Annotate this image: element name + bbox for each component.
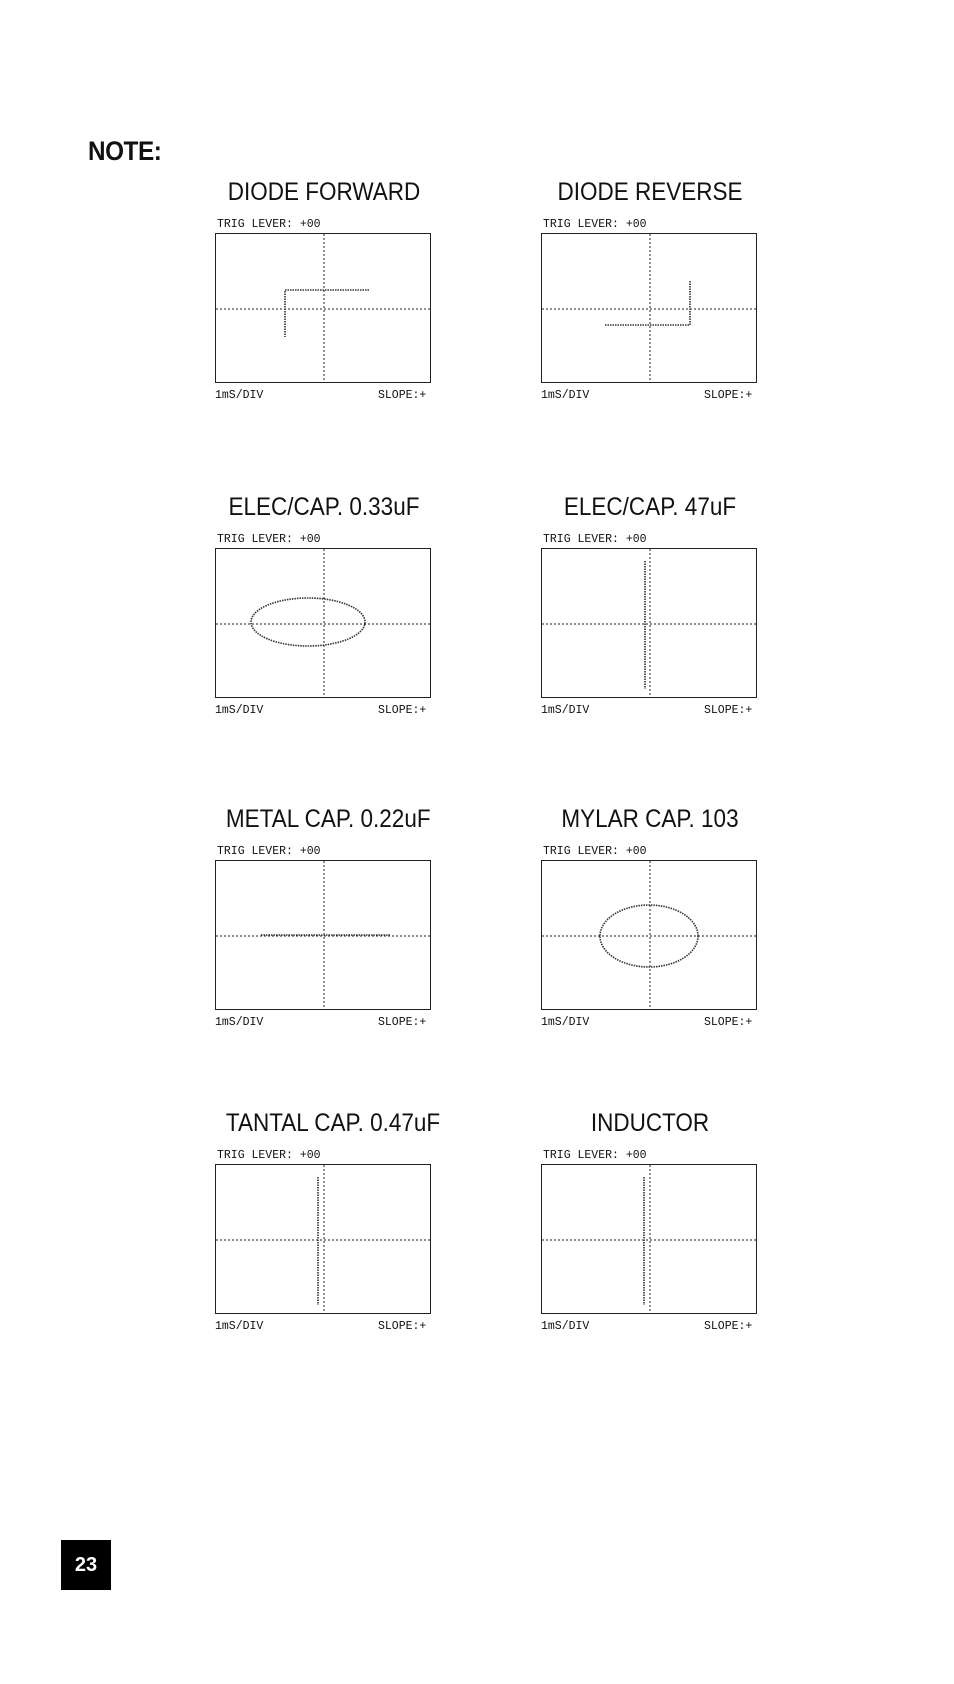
scope-graph [216,234,431,383]
scope-graph [542,234,757,383]
scope-screen [215,548,431,698]
note-heading: NOTE: [88,136,162,166]
slope-label: SLOPE:+ [378,1320,427,1333]
scope-screen [541,860,757,1010]
scope-screen [215,860,431,1010]
trig-level-label: TRIG LEVER: +00 [543,218,647,231]
trig-level-label: TRIG LEVER: +00 [543,533,647,546]
timebase-label: 1mS/DIV [215,1016,264,1029]
trig-level-label: TRIG LEVER: +00 [543,1149,647,1162]
scope-panel-elec-cap-033uf [215,493,445,717]
scope-panel-tantal-cap-047uf [215,1109,445,1333]
trig-level-label: TRIG LEVER: +00 [217,218,321,231]
scope-panel-metal-cap-022uf [215,805,445,1029]
page-number-badge: 23 [61,1540,111,1590]
panel-title: TANTAL CAP. 0.47uF [225,1109,441,1137]
panel-title: DIODE REVERSE [557,178,743,206]
scope-graph [542,1165,757,1314]
panel-title: DIODE FORWARD [227,178,421,206]
panel-title: ELEC/CAP. 47uF [563,493,737,521]
scope-panel-elec-cap-47uf [541,493,771,717]
scope-graph [542,549,757,698]
scope-panel-inductor [541,1109,771,1333]
trig-level-label: TRIG LEVER: +00 [217,533,321,546]
trig-level-label: TRIG LEVER: +00 [217,1149,321,1162]
scope-graph [216,549,431,698]
slope-label: SLOPE:+ [378,704,427,717]
timebase-label: 1mS/DIV [215,389,264,402]
scope-screen [541,1164,757,1314]
scope-graph [216,861,431,1010]
scope-screen [541,233,757,383]
scope-screen [215,233,431,383]
panel-title: INDUCTOR [590,1109,710,1137]
panel-title: ELEC/CAP. 0.33uF [228,493,420,521]
trig-level-label: TRIG LEVER: +00 [217,845,321,858]
slope-label: SLOPE:+ [704,704,753,717]
timebase-label: 1mS/DIV [215,1320,264,1333]
timebase-label: 1mS/DIV [541,1016,590,1029]
timebase-label: 1mS/DIV [541,704,590,717]
trig-level-label: TRIG LEVER: +00 [543,845,647,858]
timebase-label: 1mS/DIV [541,389,590,402]
slope-label: SLOPE:+ [704,1320,753,1333]
scope-screen [541,548,757,698]
slope-label: SLOPE:+ [704,1016,753,1029]
slope-label: SLOPE:+ [378,389,427,402]
scope-panel-diode-forward [215,178,445,402]
scope-panel-diode-reverse [541,178,771,402]
scope-graph [216,1165,431,1314]
trace-line [285,290,369,337]
slope-label: SLOPE:+ [378,1016,427,1029]
slope-label: SLOPE:+ [704,389,753,402]
trace-line [251,598,365,646]
timebase-label: 1mS/DIV [541,1320,590,1333]
scope-screen [215,1164,431,1314]
timebase-label: 1mS/DIV [215,704,264,717]
scope-graph [542,861,757,1010]
panel-title: MYLAR CAP. 103 [561,805,739,833]
scope-panel-mylar-cap-103 [541,805,771,1029]
panel-title: METAL CAP. 0.22uF [225,805,431,833]
trace-line [605,280,690,325]
